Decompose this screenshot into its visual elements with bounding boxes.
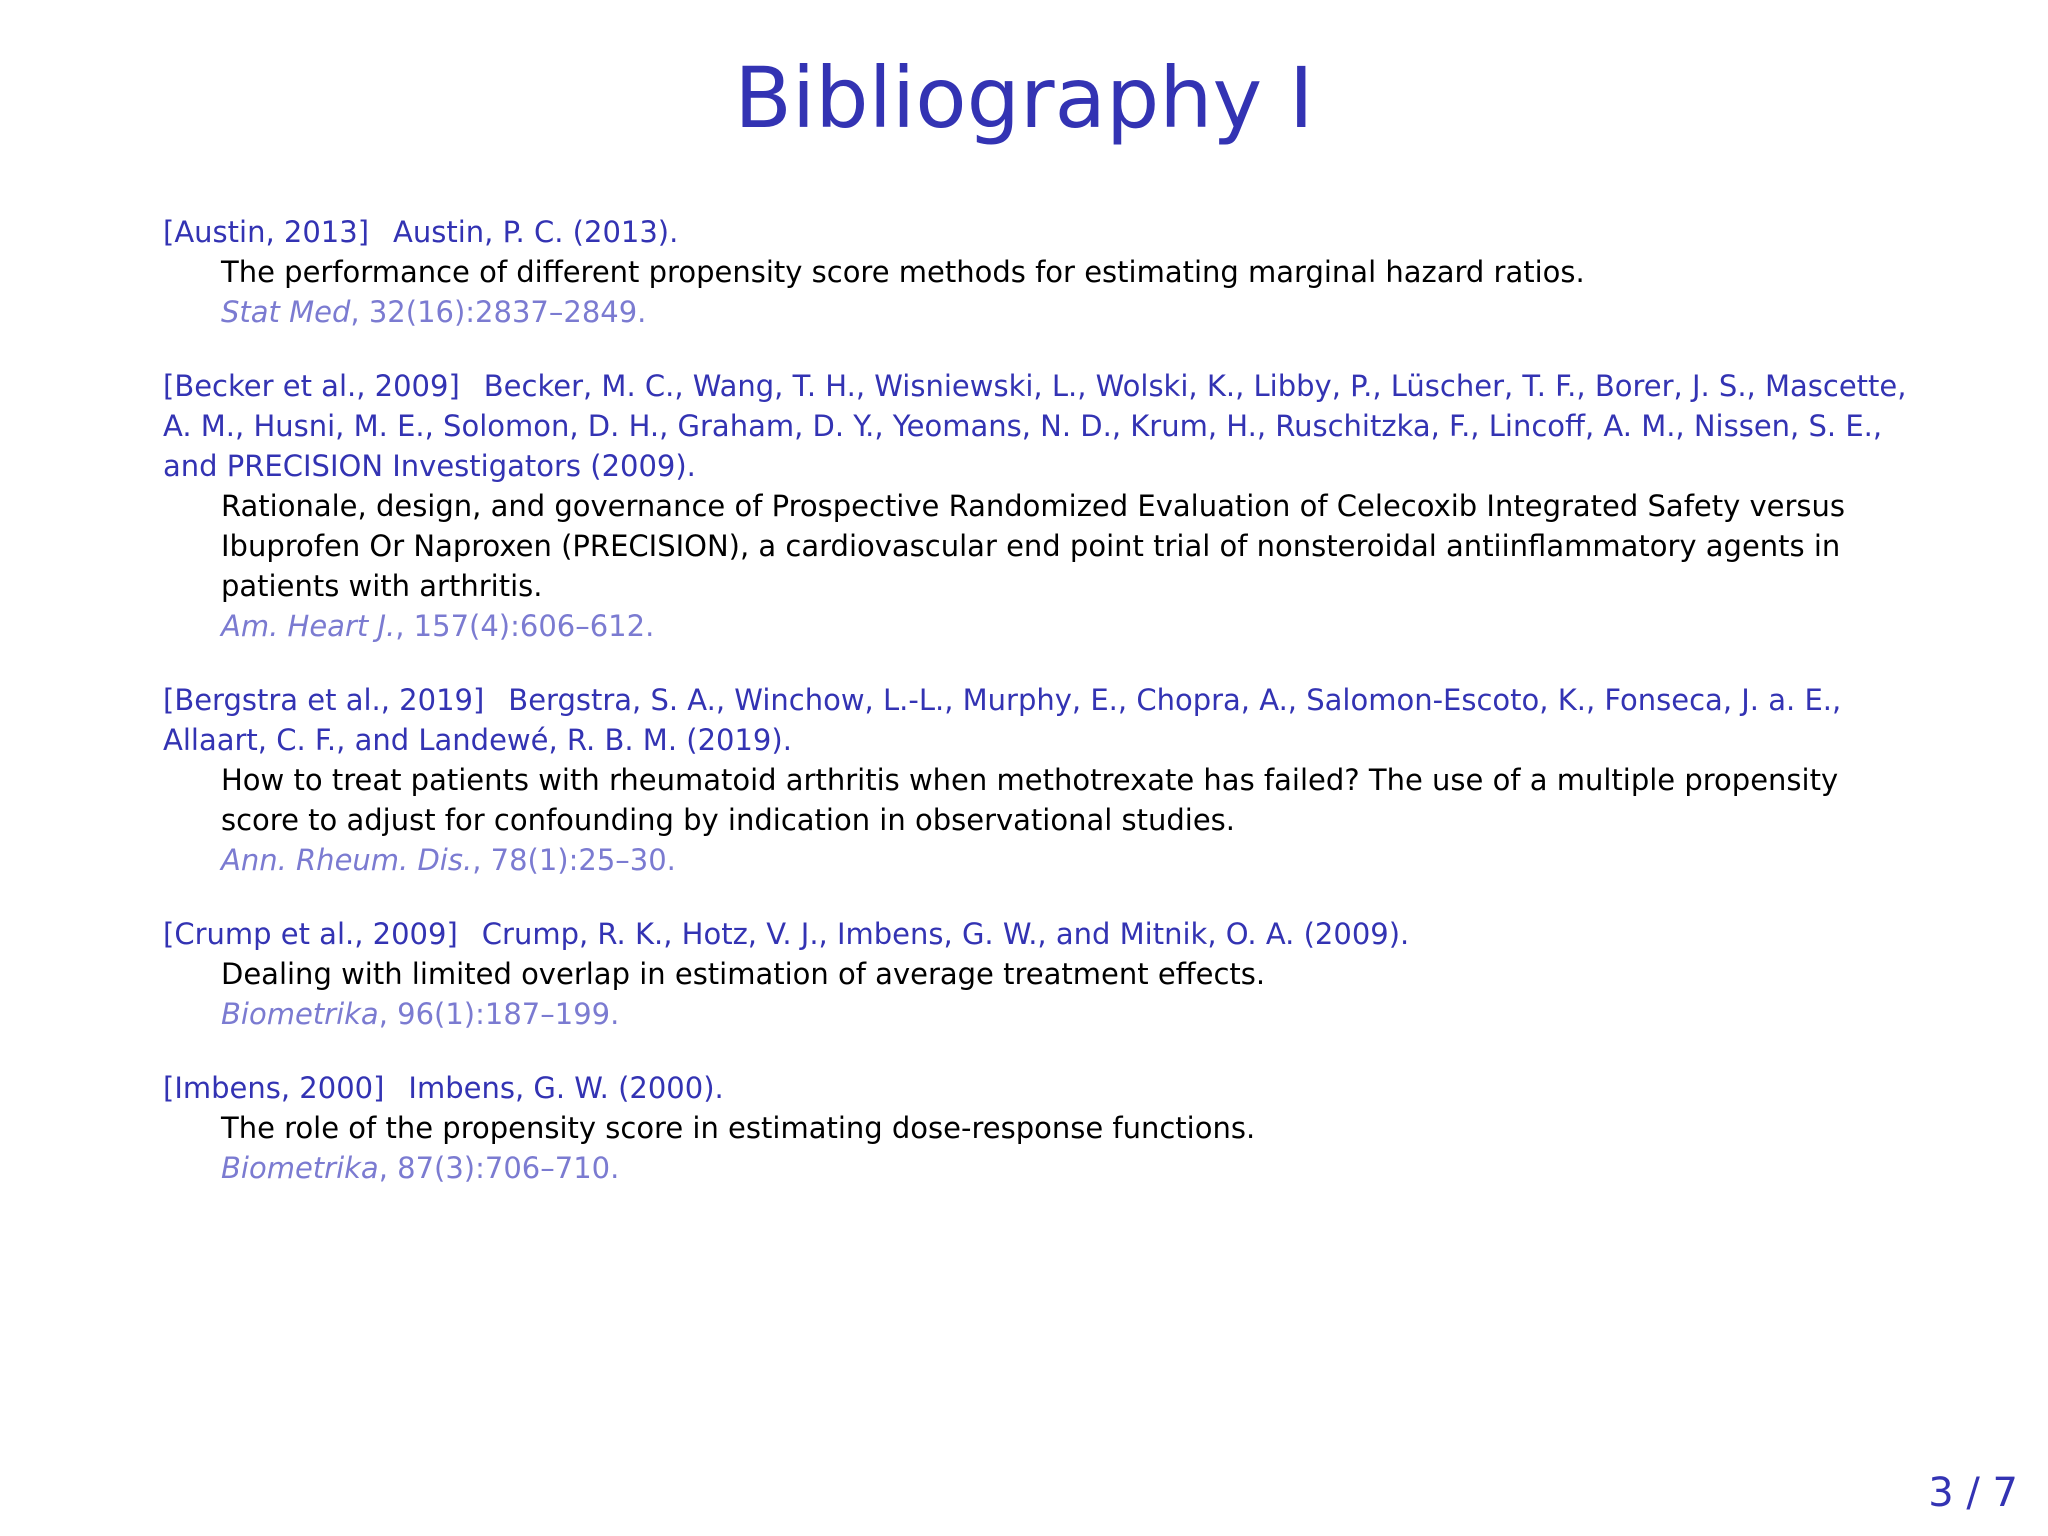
bib-entry-bergstra-2019 [163,680,1923,880]
bib-authors: Becker, M. C., Wang, T. H., Wisniewski, L., Wolski, K., Libby, P., Lüscher, T. F., Borer, J. S., Mascette, A. M., Husni, M. E., Solomon, D. H., Graham, D. Y., Yeomans, N. D., Krum, H., Ruschitzka, F., Lincoff, A. M., Nissen, S. E., and PRECISION Investigators (2009). [163,369,1907,483]
bib-journal-line [221,840,1923,880]
bib-key: [Imbens, 2000] [163,1071,385,1105]
bib-entry-crump-2009 [163,914,1923,1034]
bib-details: , 87(3):706–710. [378,1151,620,1185]
bib-journal: Biometrika [221,1151,379,1185]
bib-journal-line [221,606,1923,646]
bib-title: How to treat patients with rheumatoid arthritis when methotrexate has failed? The use of a multiple propensity score to adjust for confounding by indication in observational studies. [221,763,1839,837]
bib-details: , 96(1):187–199. [378,997,620,1031]
bib-title: Dealing with limited overlap in estimation of average treatment effects. [221,957,1266,991]
bib-entry-header [163,366,1923,486]
bib-authors: Imbens, G. W. (2000). [408,1071,724,1105]
bib-key: [Becker et al., 2009] [163,369,460,403]
bib-authors: Crump, R. K., Hotz, V. J., Imbens, G. W., and Mitnik, O. A. (2009). [481,917,1410,951]
bib-journal: Stat Med [221,295,351,329]
bib-details: , 32(16):2837–2849. [350,295,647,329]
bib-entry-becker-2009 [163,366,1923,646]
bib-key: [Crump et al., 2009] [163,917,458,951]
bib-key: [Austin, 2013] [163,215,370,249]
bib-entry-header [163,680,1923,760]
bibliography-list [163,212,1923,1222]
bib-entry-austin-2013 [163,212,1923,332]
bib-title: The performance of different propensity score methods for estimating marginal hazard ratios. [221,255,1585,289]
bib-journal-line [221,292,1923,332]
bib-entry-header [163,1068,1923,1108]
bib-journal-line [221,1148,1923,1188]
slide-title: Bibliography I [734,49,1314,147]
bib-entry-header [163,914,1923,954]
bib-journal: Ann. Rheum. Dis. [221,843,473,877]
bib-journal-line [221,994,1923,1034]
bib-details: , 78(1):25–30. [472,843,676,877]
bib-authors: Austin, P. C. (2013). [393,215,679,249]
bib-journal: Am. Heart J. [221,609,396,643]
bib-entry-imbens-2000 [163,1068,1923,1188]
bib-key: [Bergstra et al., 2019] [163,683,485,717]
bib-details: , 157(4):606–612. [395,609,655,643]
bib-title: Rationale, design, and governance of Prospective Randomized Evaluation of Celecoxib Integrated Safety versus Ibuprofen Or Naproxen (PRECISION), a cardiovascular end point trial of nonsteroidal antiinflammatory agents in patients with arthritis. [221,489,1846,603]
bib-authors: Bergstra, S. A., Winchow, L.-L., Murphy, E., Chopra, A., Salomon-Escoto, K., Fonseca, J. a. E., Allaart, C. F., and Landewé, R. B. M. (2019). [163,683,1842,757]
bib-entry-header [163,212,1923,252]
bib-journal: Biometrika [221,997,379,1031]
bib-title: The role of the propensity score in estimating dose-response functions. [221,1111,1256,1145]
page-number: 3 / 7 [1928,1470,2018,1516]
